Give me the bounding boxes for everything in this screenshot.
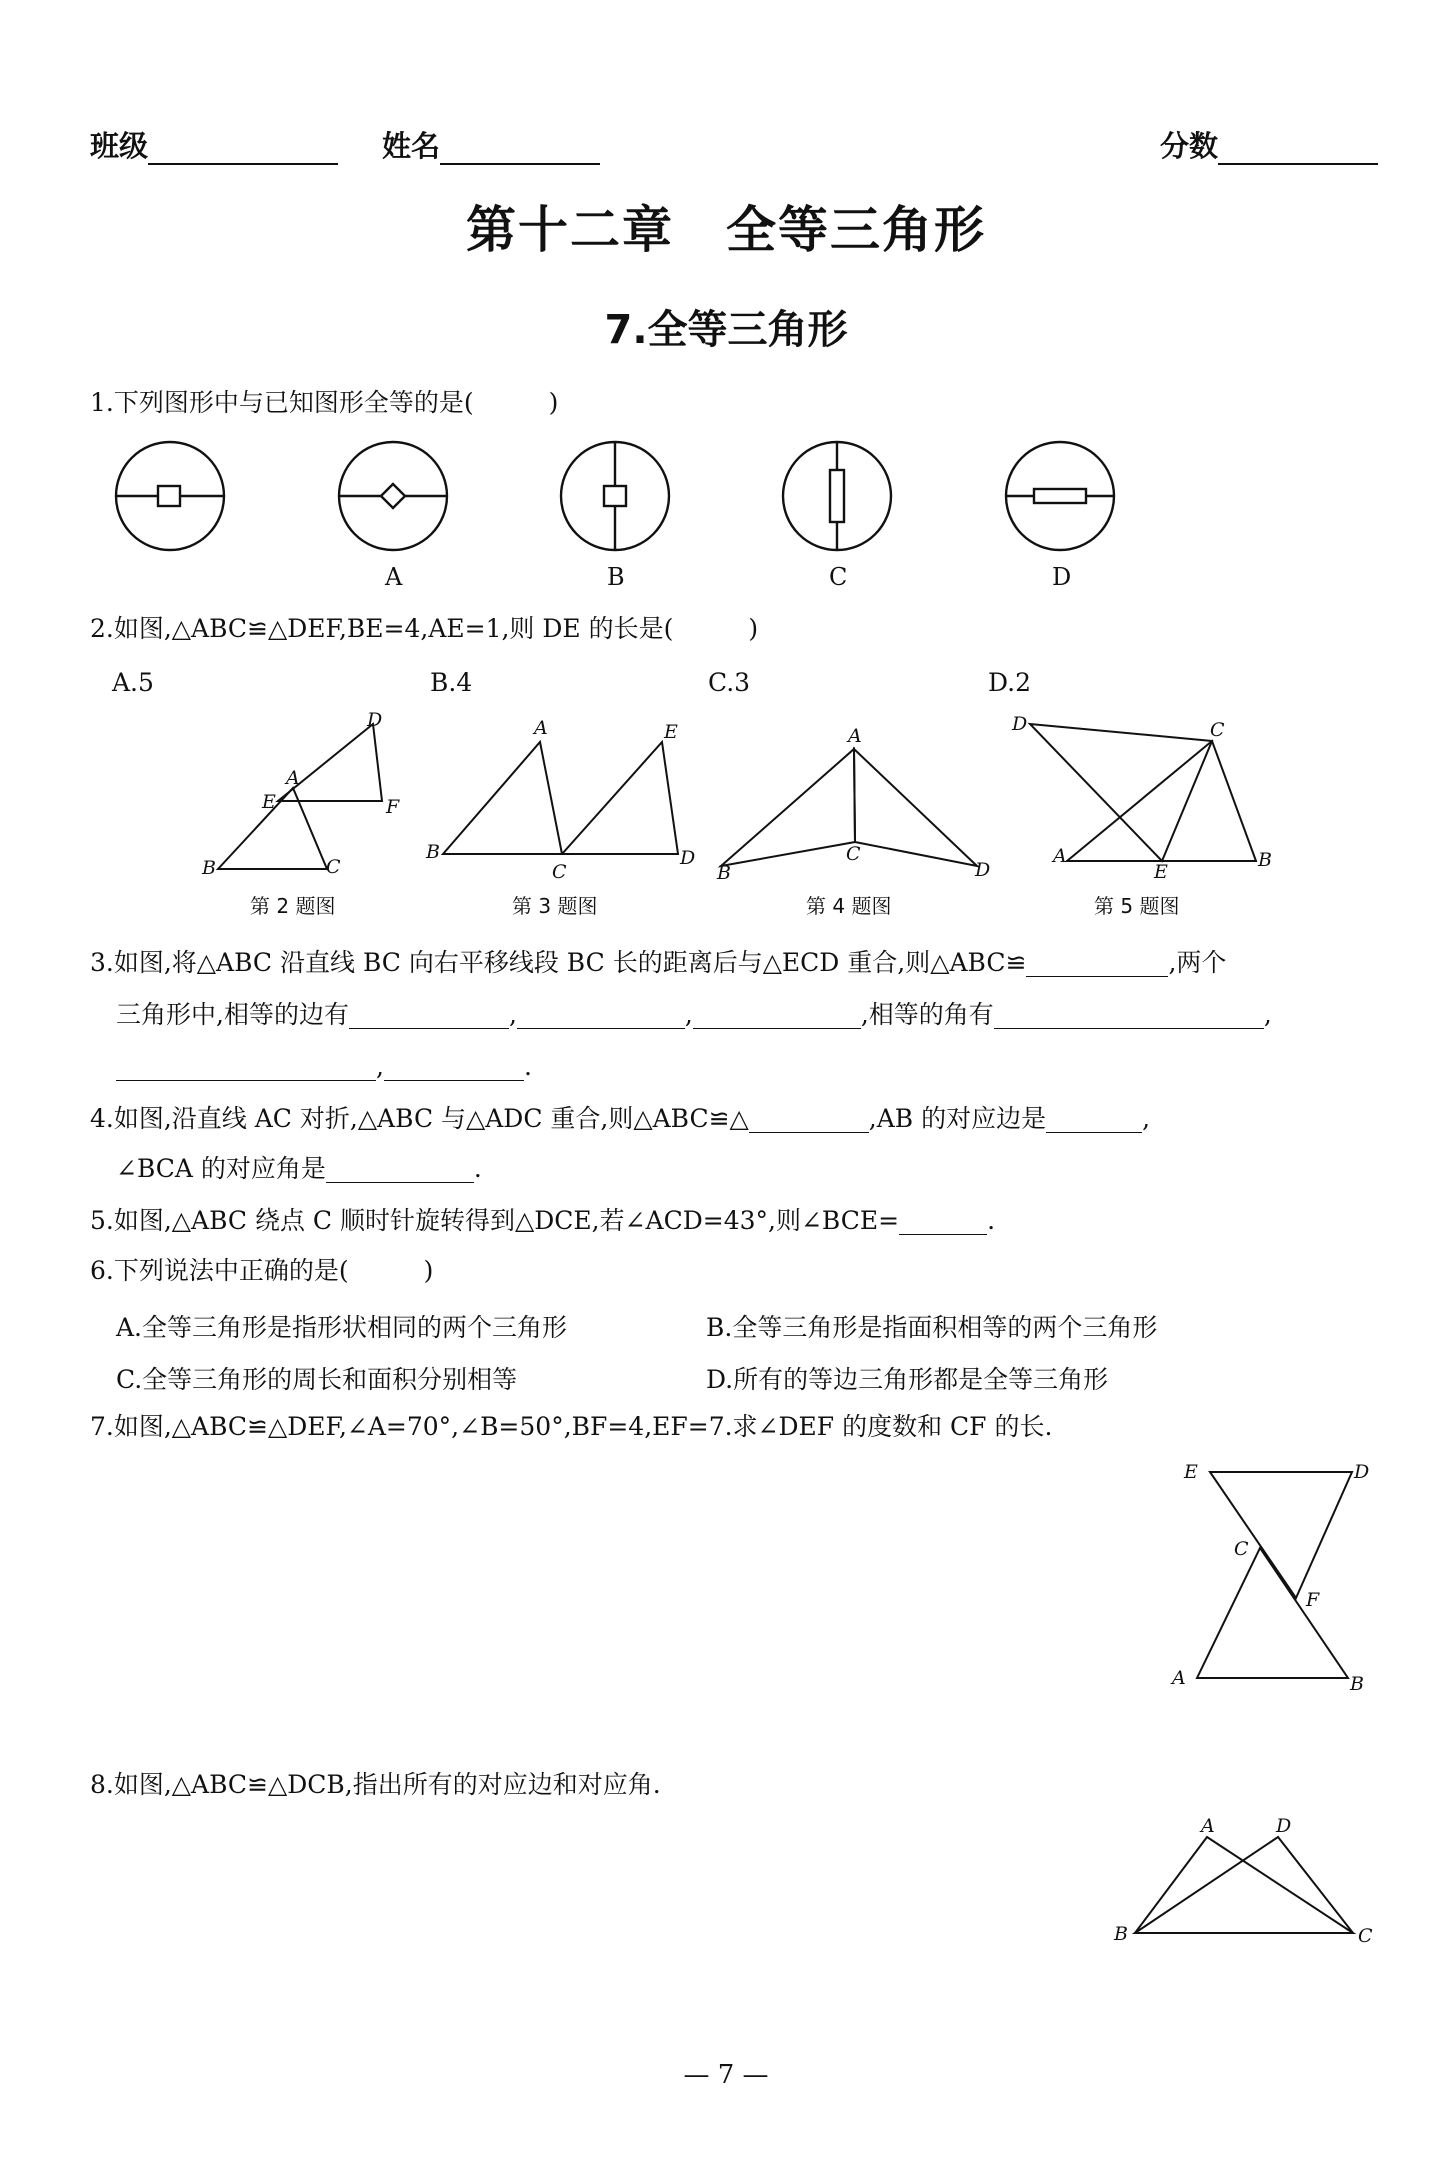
- q3-blank-2[interactable]: [349, 1004, 509, 1029]
- fig2-label-b: B: [202, 857, 216, 879]
- q6-option-b[interactable]: B.全等三角形是指面积相等的两个三角形: [706, 1313, 1158, 1342]
- fig8-label-c: C: [1358, 1925, 1373, 1947]
- q3-line2-text-e: ,: [1263, 1000, 1272, 1029]
- fig3-label-b: B: [426, 841, 440, 863]
- fig3-label-a: A: [534, 717, 548, 739]
- name-label: 姓名: [382, 129, 441, 163]
- q2-option-d[interactable]: D.2: [988, 668, 1032, 697]
- caption-fig2: 第 2 题图: [250, 894, 336, 918]
- q3-blank-4[interactable]: [693, 1004, 861, 1029]
- page-number: — 7 —: [683, 2060, 769, 2090]
- q5-text-a: 5.如图,△ABC 绕点 C 顺时针旋转得到△DCE,若∠ACD=43°,则∠BCE=: [90, 1206, 900, 1235]
- q3-line3: [116, 1052, 532, 1082]
- q4-line1-text-a: 4.如图,沿直线 AC 对折,△ABC 与△ADC 重合,则△ABC≌△: [90, 1104, 749, 1133]
- fig4-triangle-abc: [721, 749, 855, 866]
- fig5-label-d: D: [1012, 713, 1028, 735]
- fig2-triangle-def: [278, 724, 382, 801]
- q2-option-c[interactable]: C.3: [708, 668, 751, 697]
- class-label: 班级: [90, 129, 149, 163]
- q3-line2-text-c: ,: [684, 1000, 693, 1029]
- chapter-title: 第十二章 全等三角形: [466, 201, 986, 259]
- fig7-label-f: F: [1306, 1589, 1320, 1611]
- score-blank[interactable]: [1218, 127, 1378, 165]
- score-field: [1160, 124, 1378, 165]
- q4-line1-text-b: ,AB 的对应边是: [868, 1104, 1047, 1133]
- q5-blank[interactable]: [899, 1210, 987, 1235]
- q7-text: 7.如图,△ABC≌△DEF,∠A=70°,∠B=50°,BF=4,EF=7.求∠DEF 的度数和 CF 的长.: [90, 1412, 1053, 1441]
- section-title: 7.全等三角形: [604, 307, 848, 353]
- q3-line2-text-d: ,相等的角有: [860, 1000, 994, 1029]
- caption-fig4: 第 4 题图: [806, 894, 892, 918]
- fig2-label-c: C: [326, 856, 341, 878]
- q4-line2-text-b: .: [473, 1154, 482, 1183]
- q3-line3-text-a: ,: [376, 1052, 384, 1081]
- q1-figures: [100, 430, 1140, 600]
- fig4-label-d: D: [975, 859, 991, 881]
- q3-line2-text-b: ,: [508, 1000, 517, 1029]
- q5-line: [90, 1206, 995, 1236]
- q8-text: 8.如图,△ABC≌△DCB,指出所有的对应边和对应角.: [90, 1770, 661, 1799]
- fig3-triangle-ecd: [562, 742, 678, 854]
- q1-text: 1.下列图形中与已知图形全等的是( ): [90, 388, 559, 417]
- q6-text: 6.下列说法中正确的是( ): [90, 1256, 434, 1285]
- option-a-label: A: [385, 563, 403, 591]
- q3-blank-6[interactable]: [116, 1056, 376, 1081]
- fig4-label-a: A: [848, 725, 862, 747]
- fig7-label-c: C: [1234, 1538, 1249, 1560]
- q3-line2-text-a: 三角形中,相等的边有: [116, 1000, 349, 1029]
- fig8-label-a: A: [1201, 1815, 1215, 1837]
- fig2-label-d: D: [367, 709, 383, 731]
- fig8-triangle-abc: [1135, 1837, 1353, 1933]
- fig4-triangle-adc: [854, 749, 977, 866]
- q6-option-d[interactable]: D.所有的等边三角形都是全等三角形: [706, 1365, 1109, 1394]
- option-c-label: C: [829, 563, 848, 591]
- fig5-triangle-dce: [1030, 724, 1212, 861]
- q3-line1-text-a: 3.如图,将△ABC 沿直线 BC 向右平移线段 BC 长的距离后与△ECD 重合,则△ABC≌: [90, 948, 1027, 977]
- q3-line2: [116, 1000, 1272, 1030]
- fig3-label-d: D: [680, 847, 696, 869]
- fig5-triangle-acb: [1067, 741, 1256, 861]
- fig2-label-a: A: [286, 767, 300, 789]
- fig7-label-a: A: [1172, 1667, 1186, 1689]
- class-blank[interactable]: [148, 127, 338, 165]
- q3-line1-text-b: ,两个: [1168, 948, 1227, 977]
- q8-figure: [1100, 1810, 1400, 1950]
- fig8-label-b: B: [1114, 1923, 1128, 1945]
- fig3-label-e: E: [664, 721, 678, 743]
- q4-line2: [116, 1154, 482, 1184]
- fig7-triangle-abc: [1197, 1548, 1348, 1678]
- fig5-label-b: B: [1258, 849, 1272, 871]
- fig4-label-b: B: [717, 862, 731, 884]
- fig7-label-d: D: [1354, 1461, 1370, 1483]
- fig8-triangle-dcb: [1135, 1837, 1353, 1933]
- name-blank[interactable]: [440, 127, 600, 165]
- q6-option-a[interactable]: A.全等三角形是指形状相同的两个三角形: [116, 1313, 568, 1342]
- fig3-triangle-abc: [443, 742, 562, 854]
- fig2-label-e: E: [262, 791, 276, 813]
- fig4-label-c: C: [846, 843, 861, 865]
- q3-blank-3[interactable]: [517, 1004, 685, 1029]
- score-label: 分数: [1160, 129, 1219, 163]
- q6-option-c[interactable]: C.全等三角形的周长和面积分别相等: [116, 1365, 518, 1394]
- fig5-label-e: E: [1154, 861, 1168, 883]
- q7-figure: [1160, 1450, 1400, 1700]
- fig7-label-b: B: [1350, 1673, 1364, 1695]
- q3-line3-text-b: .: [523, 1052, 532, 1081]
- q4-line1-text-c: ,: [1142, 1104, 1151, 1133]
- q4-blank-1[interactable]: [749, 1108, 869, 1133]
- class-field: [90, 124, 338, 165]
- q4-line1: [90, 1104, 1150, 1134]
- caption-fig3: 第 3 题图: [512, 894, 598, 918]
- fig5-label-c: C: [1210, 719, 1225, 741]
- q5-text-b: .: [987, 1206, 996, 1235]
- q4-blank-3[interactable]: [326, 1158, 474, 1183]
- q4-blank-2[interactable]: [1046, 1108, 1142, 1133]
- option-d-label: D: [1052, 563, 1072, 591]
- fig7-label-e: E: [1184, 1461, 1198, 1483]
- q2-option-a[interactable]: A.5: [112, 668, 154, 697]
- q3-blank-1[interactable]: [1026, 952, 1168, 977]
- fig3-label-c: C: [552, 861, 567, 883]
- fig2-label-f: F: [386, 796, 400, 818]
- fig5-label-a: A: [1053, 845, 1067, 867]
- q4-line2-text-a: ∠BCA 的对应角是: [116, 1154, 326, 1183]
- q3-blank-7[interactable]: [384, 1056, 524, 1081]
- option-b-label: B: [607, 563, 625, 591]
- fig8-label-d: D: [1276, 1815, 1292, 1837]
- caption-fig5: 第 5 题图: [1094, 894, 1180, 918]
- q3-blank-5[interactable]: [994, 1004, 1264, 1029]
- q3-line1: [90, 948, 1226, 978]
- q2-option-b[interactable]: B.4: [430, 668, 473, 697]
- q2-text: 2.如图,△ABC≌△DEF,BE=4,AE=1,则 DE 的长是( ): [90, 614, 759, 643]
- name-field: [382, 124, 600, 165]
